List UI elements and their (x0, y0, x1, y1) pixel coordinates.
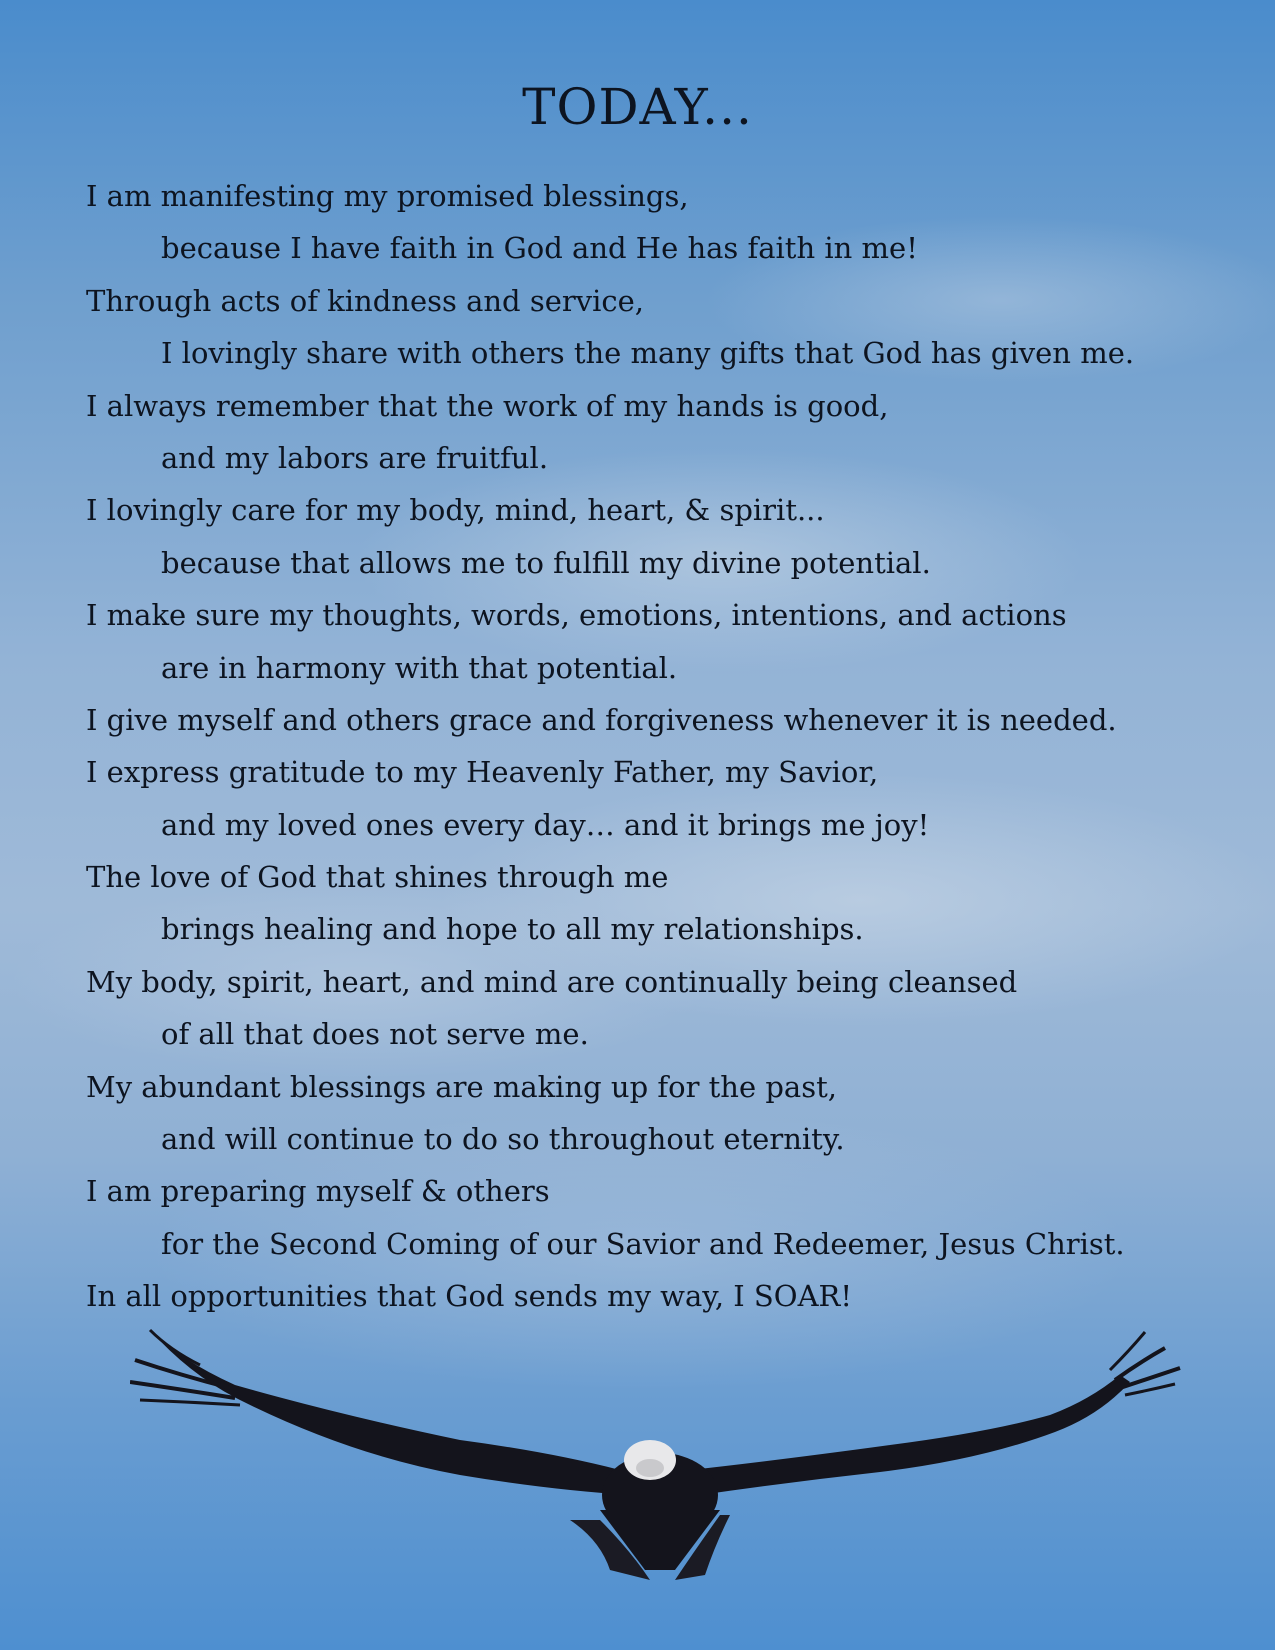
affirmation-line: I lovingly share with others the many gifts that God has given me. (161, 336, 1135, 371)
affirmation-line: The love of God that shines through me (86, 860, 669, 895)
affirmation-lines (86, 170, 1256, 1323)
affirmation-line: In all opportunities that God sends my way, I SOAR! (86, 1279, 853, 1314)
affirmation-line: I am preparing myself & others (86, 1174, 550, 1209)
affirmation-line: and my loved ones every day… and it brings me joy! (161, 807, 930, 842)
affirmation-line: I express gratitude to my Heavenly Father, my Savior, (86, 755, 879, 790)
affirmation-line: I give myself and others grace and forgiveness whenever it is needed. (86, 702, 1117, 737)
affirmation-line: for the Second Coming of our Savior and Redeemer, Jesus Christ. (161, 1226, 1125, 1261)
affirmation-line: of all that does not serve me. (161, 1017, 589, 1052)
affirmation-line: are in harmony with that potential. (161, 650, 678, 685)
affirmation-line: brings healing and hope to all my relationships. (161, 912, 864, 947)
poster-title: TODAY... (522, 78, 753, 136)
affirmation-line: I always remember that the work of my hands is good, (86, 388, 889, 423)
affirmation-line: My abundant blessings are making up for the past, (86, 1069, 837, 1104)
affirmation-line: and will continue to do so throughout eternity. (161, 1122, 845, 1157)
affirmation-line: because that allows me to fulfill my divine potential. (161, 545, 931, 580)
affirmation-line: I lovingly care for my body, mind, heart, & spirit... (86, 493, 825, 528)
affirmation-line: and my labors are fruitful. (161, 440, 549, 475)
affirmation-line: I am manifesting my promised blessings, (86, 179, 689, 213)
eagle-right-wing (690, 1332, 1180, 1495)
affirmation-line: Through acts of kindness and service, (86, 283, 645, 318)
affirmation-line: because I have faith in God and He has faith in me! (161, 231, 918, 266)
affirmation-line: I make sure my thoughts, words, emotions, intentions, and actions (86, 598, 1067, 633)
affirmation-line: My body, spirit, heart, and mind are continually being cleansed (86, 964, 1018, 999)
eagle-image (130, 1320, 1210, 1600)
eagle-left-wing (130, 1330, 630, 1495)
